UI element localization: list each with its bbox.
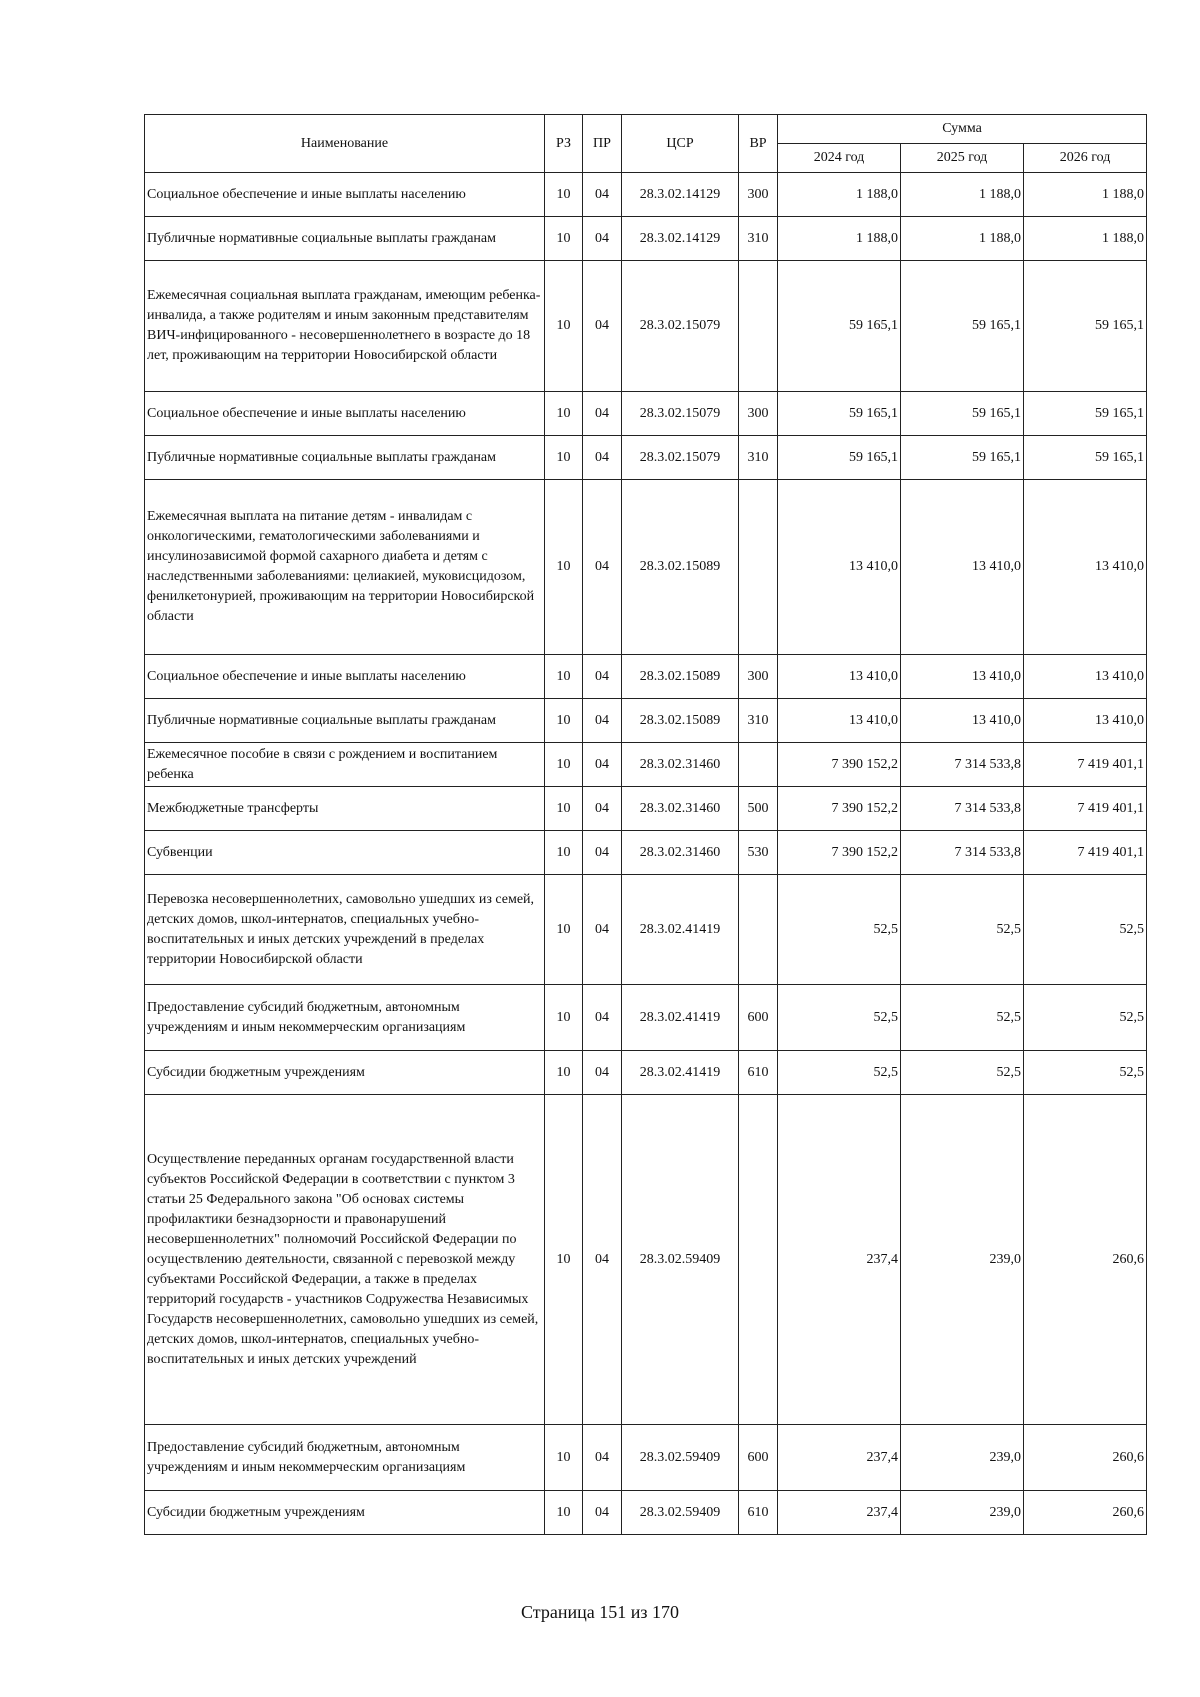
cell-csr: 28.3.02.14129 — [622, 173, 739, 217]
cell-csr: 28.3.02.59409 — [622, 1425, 739, 1491]
cell-csr: 28.3.02.15079 — [622, 392, 739, 436]
cell-2026: 1 188,0 — [1024, 217, 1147, 261]
header-year-2024: 2024 год — [778, 144, 901, 173]
cell-vr: 300 — [739, 173, 778, 217]
cell-2024: 59 165,1 — [778, 392, 901, 436]
table-row — [145, 985, 1147, 1051]
cell-name: Публичные нормативные социальные выплаты гражданам — [145, 436, 545, 480]
cell-2024: 1 188,0 — [778, 217, 901, 261]
cell-vr: 500 — [739, 787, 778, 831]
budget-table — [144, 114, 1147, 1535]
cell-2024: 7 390 152,2 — [778, 831, 901, 875]
table-row — [145, 436, 1147, 480]
cell-csr: 28.3.02.59409 — [622, 1095, 739, 1425]
cell-name: Предоставление субсидий бюджетным, автономным учреждениям и иным некоммерческим организациям — [145, 985, 545, 1051]
cell-csr: 28.3.02.31460 — [622, 831, 739, 875]
cell-2024: 237,4 — [778, 1095, 901, 1425]
cell-2024: 52,5 — [778, 875, 901, 985]
table-body — [145, 173, 1147, 1535]
cell-csr: 28.3.02.15089 — [622, 480, 739, 655]
cell-2026: 52,5 — [1024, 1051, 1147, 1095]
cell-2025: 52,5 — [901, 875, 1024, 985]
cell-csr: 28.3.02.41419 — [622, 1051, 739, 1095]
cell-pr: 04 — [583, 480, 622, 655]
cell-csr: 28.3.02.59409 — [622, 1491, 739, 1535]
header-vr: ВР — [739, 115, 778, 173]
table-row — [145, 480, 1147, 655]
cell-vr: 600 — [739, 985, 778, 1051]
header-rz: РЗ — [545, 115, 583, 173]
cell-csr: 28.3.02.15079 — [622, 436, 739, 480]
cell-2024: 237,4 — [778, 1425, 901, 1491]
cell-vr: 610 — [739, 1491, 778, 1535]
cell-2026: 7 419 401,1 — [1024, 831, 1147, 875]
cell-pr: 04 — [583, 655, 622, 699]
cell-vr — [739, 743, 778, 787]
cell-csr: 28.3.02.15089 — [622, 655, 739, 699]
cell-2024: 52,5 — [778, 1051, 901, 1095]
cell-pr: 04 — [583, 261, 622, 392]
cell-rz: 10 — [545, 1425, 583, 1491]
cell-name: Перевозка несовершеннолетних, самовольно ушедших из семей, детских домов, школ-интернатов, специальных учебно-воспитательных и иных детских учреждений в пределах территории Новосибирской области — [145, 875, 545, 985]
cell-pr: 04 — [583, 1491, 622, 1535]
cell-pr: 04 — [583, 699, 622, 743]
cell-rz: 10 — [545, 787, 583, 831]
cell-pr: 04 — [583, 1425, 622, 1491]
table-row — [145, 787, 1147, 831]
cell-pr: 04 — [583, 875, 622, 985]
cell-name: Социальное обеспечение и иные выплаты населению — [145, 392, 545, 436]
cell-name: Социальное обеспечение и иные выплаты населению — [145, 173, 545, 217]
cell-2026: 260,6 — [1024, 1491, 1147, 1535]
cell-csr: 28.3.02.31460 — [622, 743, 739, 787]
cell-vr: 610 — [739, 1051, 778, 1095]
cell-2025: 1 188,0 — [901, 173, 1024, 217]
cell-name: Субвенции — [145, 831, 545, 875]
cell-2025: 13 410,0 — [901, 699, 1024, 743]
cell-name: Публичные нормативные социальные выплаты гражданам — [145, 699, 545, 743]
cell-vr — [739, 1095, 778, 1425]
cell-2024: 7 390 152,2 — [778, 743, 901, 787]
table-row — [145, 392, 1147, 436]
cell-rz: 10 — [545, 1491, 583, 1535]
cell-2025: 7 314 533,8 — [901, 787, 1024, 831]
cell-pr: 04 — [583, 173, 622, 217]
cell-rz: 10 — [545, 261, 583, 392]
cell-pr: 04 — [583, 1095, 622, 1425]
header-year-2025: 2025 год — [901, 144, 1024, 173]
cell-name: Ежемесячная выплата на питание детям - инвалидам с онкологическими, гематологическими заболеваниями и инсулинозависимой формой сахарного диабета и детям с наследственными заболеваниями: целиакией, муковисцидозом, фенилкетонурией, проживающим на территории Новосибирской области — [145, 480, 545, 655]
cell-2025: 7 314 533,8 — [901, 831, 1024, 875]
cell-2024: 59 165,1 — [778, 261, 901, 392]
cell-pr: 04 — [583, 392, 622, 436]
cell-vr — [739, 261, 778, 392]
cell-pr: 04 — [583, 985, 622, 1051]
cell-pr: 04 — [583, 787, 622, 831]
cell-2026: 52,5 — [1024, 985, 1147, 1051]
header-sum: Сумма — [778, 115, 1147, 144]
cell-rz: 10 — [545, 392, 583, 436]
cell-rz: 10 — [545, 875, 583, 985]
cell-pr: 04 — [583, 1051, 622, 1095]
cell-2024: 13 410,0 — [778, 699, 901, 743]
cell-vr: 530 — [739, 831, 778, 875]
cell-2026: 7 419 401,1 — [1024, 787, 1147, 831]
cell-vr: 600 — [739, 1425, 778, 1491]
cell-vr: 310 — [739, 699, 778, 743]
cell-2025: 59 165,1 — [901, 392, 1024, 436]
cell-rz: 10 — [545, 985, 583, 1051]
table-row — [145, 261, 1147, 392]
cell-2025: 7 314 533,8 — [901, 743, 1024, 787]
cell-name: Субсидии бюджетным учреждениям — [145, 1051, 545, 1095]
cell-pr: 04 — [583, 217, 622, 261]
cell-2024: 237,4 — [778, 1491, 901, 1535]
page-number: Страница 151 из 170 — [521, 1602, 679, 1622]
cell-2026: 13 410,0 — [1024, 655, 1147, 699]
cell-vr: 310 — [739, 217, 778, 261]
cell-pr: 04 — [583, 436, 622, 480]
cell-name: Субсидии бюджетным учреждениям — [145, 1491, 545, 1535]
cell-2024: 59 165,1 — [778, 436, 901, 480]
cell-2026: 13 410,0 — [1024, 699, 1147, 743]
cell-csr: 28.3.02.14129 — [622, 217, 739, 261]
cell-vr: 300 — [739, 392, 778, 436]
cell-rz: 10 — [545, 1095, 583, 1425]
cell-name: Публичные нормативные социальные выплаты гражданам — [145, 217, 545, 261]
header-name: Наименование — [145, 115, 545, 173]
cell-rz: 10 — [545, 436, 583, 480]
cell-2026: 260,6 — [1024, 1425, 1147, 1491]
cell-2026: 1 188,0 — [1024, 173, 1147, 217]
cell-2025: 239,0 — [901, 1491, 1024, 1535]
cell-2025: 1 188,0 — [901, 217, 1024, 261]
cell-rz: 10 — [545, 831, 583, 875]
cell-rz: 10 — [545, 173, 583, 217]
cell-2025: 59 165,1 — [901, 261, 1024, 392]
table-row — [145, 743, 1147, 787]
cell-vr — [739, 480, 778, 655]
cell-rz: 10 — [545, 743, 583, 787]
table-row — [145, 875, 1147, 985]
cell-csr: 28.3.02.31460 — [622, 787, 739, 831]
cell-pr: 04 — [583, 831, 622, 875]
cell-2024: 52,5 — [778, 985, 901, 1051]
cell-2026: 13 410,0 — [1024, 480, 1147, 655]
cell-2026: 59 165,1 — [1024, 261, 1147, 392]
cell-2025: 239,0 — [901, 1425, 1024, 1491]
cell-2025: 13 410,0 — [901, 655, 1024, 699]
table-row — [145, 217, 1147, 261]
header-year-2026: 2026 год — [1024, 144, 1147, 173]
cell-2024: 1 188,0 — [778, 173, 901, 217]
cell-name: Ежемесячная социальная выплата гражданам, имеющим ребенка-инвалида, а также родителям и иным законным представителям ВИЧ-инфицированного - несовершеннолетнего в возрасте до 18 лет, проживающим на территории Новосибирской области — [145, 261, 545, 392]
cell-2025: 239,0 — [901, 1095, 1024, 1425]
cell-csr: 28.3.02.15079 — [622, 261, 739, 392]
cell-2024: 13 410,0 — [778, 655, 901, 699]
table-row — [145, 699, 1147, 743]
cell-2025: 52,5 — [901, 985, 1024, 1051]
cell-vr — [739, 875, 778, 985]
cell-rz: 10 — [545, 1051, 583, 1095]
cell-name: Социальное обеспечение и иные выплаты населению — [145, 655, 545, 699]
cell-2025: 13 410,0 — [901, 480, 1024, 655]
cell-2026: 7 419 401,1 — [1024, 743, 1147, 787]
table-row — [145, 1051, 1147, 1095]
cell-csr: 28.3.02.41419 — [622, 875, 739, 985]
cell-2026: 260,6 — [1024, 1095, 1147, 1425]
cell-2025: 59 165,1 — [901, 436, 1024, 480]
cell-vr: 300 — [739, 655, 778, 699]
cell-2024: 13 410,0 — [778, 480, 901, 655]
cell-rz: 10 — [545, 217, 583, 261]
cell-csr: 28.3.02.41419 — [622, 985, 739, 1051]
cell-vr: 310 — [739, 436, 778, 480]
cell-pr: 04 — [583, 743, 622, 787]
cell-2026: 59 165,1 — [1024, 436, 1147, 480]
cell-2024: 7 390 152,2 — [778, 787, 901, 831]
table-row — [145, 173, 1147, 217]
cell-2025: 52,5 — [901, 1051, 1024, 1095]
cell-name: Ежемесячное пособие в связи с рождением и воспитанием ребенка — [145, 743, 545, 787]
cell-rz: 10 — [545, 655, 583, 699]
cell-name: Предоставление субсидий бюджетным, автономным учреждениям и иным некоммерческим организациям — [145, 1425, 545, 1491]
table-row — [145, 1095, 1147, 1425]
cell-rz: 10 — [545, 480, 583, 655]
cell-rz: 10 — [545, 699, 583, 743]
header-csr: ЦСР — [622, 115, 739, 173]
table-row — [145, 1425, 1147, 1491]
cell-2026: 59 165,1 — [1024, 392, 1147, 436]
header-pr: ПР — [583, 115, 622, 173]
cell-name: Осуществление переданных органам государственной власти субъектов Российской Федерации в соответствии с пунктом 3 статьи 25 Федерального закона "Об основах системы профилактики безнадзорности и правонарушений несовершеннолетних" полномочий Российской Федерации по осуществлению деятельности, связанной с перевозкой между субъектами Российской Федерации, а также в пределах территорий государств - участников Содружества Независимых Государств несовершеннолетних, самовольно ушедших из семей, детских домов, школ-интернатов, специальных учебно-воспитательных и иных детских учреждений — [145, 1095, 545, 1425]
table-row — [145, 831, 1147, 875]
cell-csr: 28.3.02.15089 — [622, 699, 739, 743]
cell-name: Межбюджетные трансферты — [145, 787, 545, 831]
table-row — [145, 655, 1147, 699]
table-row — [145, 1491, 1147, 1535]
cell-2026: 52,5 — [1024, 875, 1147, 985]
